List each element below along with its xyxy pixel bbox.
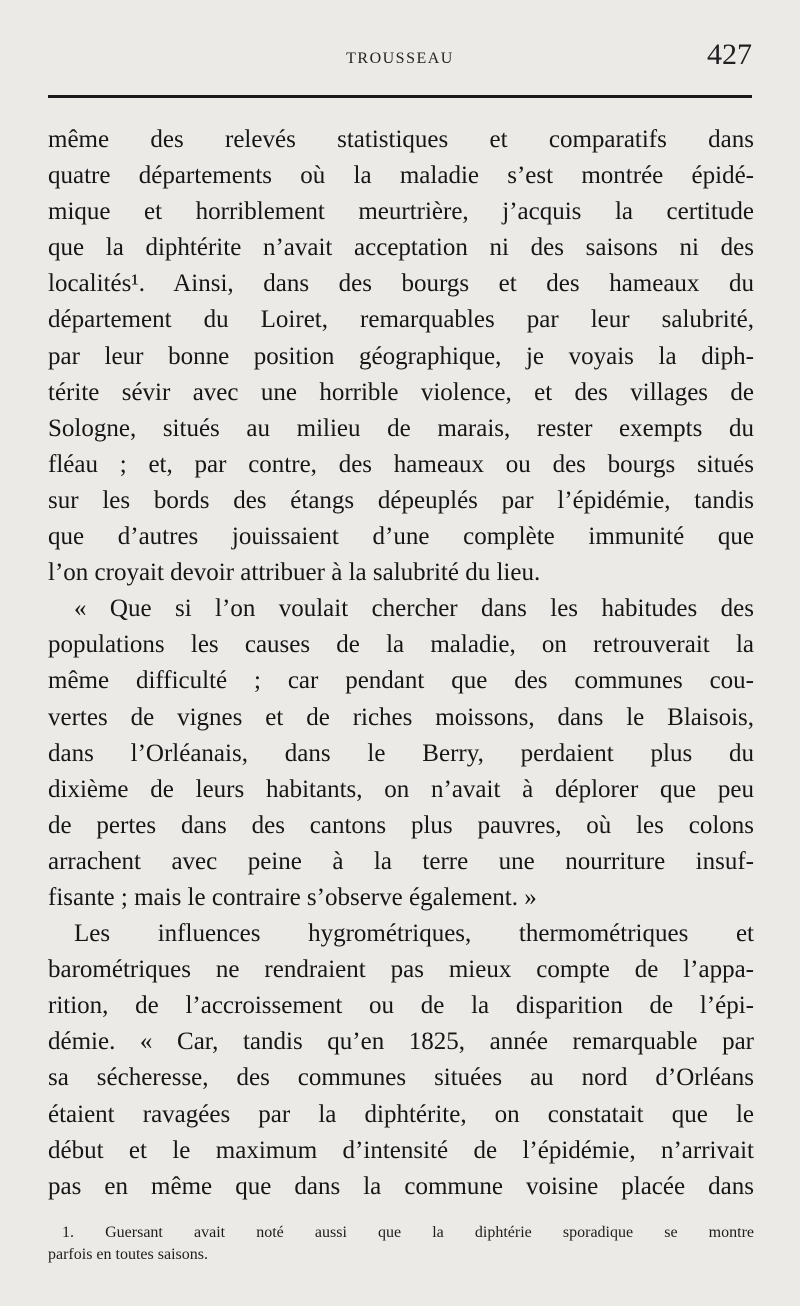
text-line: département du Loiret, remarquables par leur salubrité, xyxy=(48,306,754,334)
text-line: même des relevés statistiques et comparatifs dans xyxy=(48,126,754,153)
text-line: dans l’Orléanais, dans le Berry, perdaient plus du xyxy=(48,739,754,767)
text-line: l’on croyait devoir attribuer à la salubrité du lieu. xyxy=(48,559,541,587)
text-line: fléau ; et, par contre, des hameaux ou des bourgs situés xyxy=(48,450,754,478)
text-line: barométriques ne rendraient pas mieux compte de l’appa- xyxy=(48,956,754,984)
running-head: TROUSSEAU xyxy=(346,50,454,67)
header-rule xyxy=(48,95,752,98)
text-line: « Que si l’on voulait chercher dans les habitudes des xyxy=(74,595,754,623)
text-line: dixième de leurs habitants, on n’avait à déplorer que peu xyxy=(48,775,754,803)
page-number: 427 xyxy=(707,38,752,71)
text-line: de pertes dans des cantons plus pauvres, où les colons xyxy=(48,811,754,839)
text-line: térite sévir avec une horrible violence, et des villages de xyxy=(48,378,754,406)
text-line: vertes de vignes et de riches moissons, dans le Blaisois, xyxy=(48,703,754,731)
text-line: quatre départements où la maladie s’est montrée épidé- xyxy=(48,162,754,190)
text-line: sur les bords des étangs dépeuplés par l’épidémie, tandis xyxy=(48,486,754,514)
page-header xyxy=(48,34,752,74)
text-line: rition, de l’accroissement ou de la disparition de l’épi- xyxy=(48,992,754,1020)
text-line: Sologne, situés au milieu de marais, rester exempts du xyxy=(48,414,754,442)
text-line: que la diphtérite n’avait acceptation ni des saisons ni des xyxy=(48,234,754,262)
text-line: populations les causes de la maladie, on retrouverait la xyxy=(48,631,754,659)
body-text xyxy=(48,122,754,1205)
footnotes xyxy=(48,1222,754,1266)
text-line: arrachent avec peine à la terre une nourriture insuf- xyxy=(48,847,754,875)
text-line: Les influences hygrométriques, thermométriques et xyxy=(74,920,754,948)
footnote-line: parfois en toutes saisons. xyxy=(48,1246,208,1263)
text-line: par leur bonne position géographique, je voyais la diph- xyxy=(48,342,754,370)
text-line: démie. « Car, tandis qu’en 1825, année remarquable par xyxy=(48,1028,754,1056)
text-line: pas en même que dans la commune voisine placée dans xyxy=(48,1172,754,1200)
text-line: étaient ravagées par la diphtérite, on constatait que le xyxy=(48,1100,754,1128)
text-line: fisante ; mais le contraire s’observe également. » xyxy=(48,883,537,911)
text-line: sa sécheresse, des communes situées au nord d’Orléans xyxy=(48,1064,754,1092)
text-line: mique et horriblement meurtrière, j’acquis la certitude xyxy=(48,198,754,226)
text-line: que d’autres jouissaient d’une complète immunité que xyxy=(48,523,754,551)
text-line: localités¹. Ainsi, dans des bourgs et des hameaux du xyxy=(48,270,754,298)
footnote-line: 1. Guersant avait noté aussi que la diphtérie sporadique se montre xyxy=(62,1224,754,1241)
text-line: début et le maximum d’intensité de l’épidémie, n’arrivait xyxy=(48,1136,754,1164)
text-line: même difficulté ; car pendant que des communes cou- xyxy=(48,667,754,695)
